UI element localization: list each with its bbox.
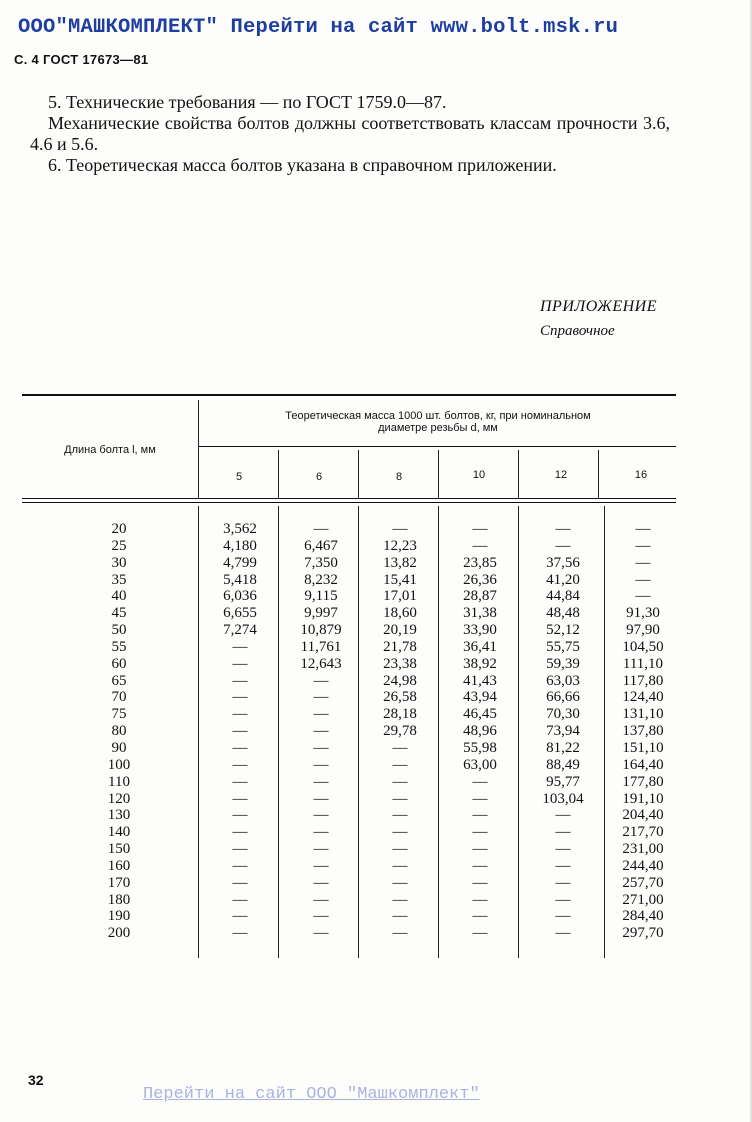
mass-cell: — — [472, 790, 488, 807]
appendix-subtitle: Справочное — [540, 323, 615, 339]
mass-cell: — — [232, 807, 248, 824]
mass-cell: 217,70 — [622, 824, 664, 841]
mass-cell: 59,39 — [546, 655, 580, 672]
mass-cell: — — [313, 790, 329, 807]
paragraph: 6. Теоретическая масса болтов указана в справочном приложении. — [48, 155, 557, 175]
mass-cell: 7,350 — [304, 554, 338, 571]
mass-cell: 55,75 — [546, 638, 580, 655]
mass-cell: — — [232, 638, 248, 655]
table-header-rule — [22, 498, 676, 499]
mass-cell: — — [313, 824, 329, 841]
mass-cell: 244,40 — [622, 857, 664, 874]
length-cell: 35 — [111, 571, 127, 588]
mass-cell: 6,655 — [223, 605, 257, 622]
mass-cell: — — [313, 739, 329, 756]
mass-cell: — — [313, 874, 329, 891]
paragraph: Механические свойства болтов должны соответствовать классам прочности 3.6, 4.6 и 5.6. — [30, 113, 670, 154]
mass-cell: — — [232, 891, 248, 908]
mass-cell: — — [392, 790, 408, 807]
mass-cell: 9,997 — [304, 605, 338, 622]
mass-cell: — — [555, 925, 571, 942]
mass-cell: 63,03 — [546, 672, 580, 689]
length-cell: 70 — [111, 689, 127, 706]
mass-cell: — — [232, 824, 248, 841]
mass-cell: 38,92 — [463, 655, 497, 672]
length-cell: 190 — [107, 908, 131, 925]
length-cell: 180 — [107, 891, 131, 908]
length-cell: 25 — [111, 537, 127, 554]
mass-column-d8 — [362, 521, 438, 942]
length-header: Длина болта l, мм — [64, 444, 156, 456]
mass-cell: 44,84 — [546, 588, 580, 605]
length-cell: 170 — [107, 874, 131, 891]
mass-cell: 33,90 — [463, 622, 497, 639]
mass-header — [200, 410, 676, 434]
mass-cell: — — [232, 857, 248, 874]
table-divider — [198, 506, 199, 958]
mass-cell: — — [555, 908, 571, 925]
mass-cell: — — [472, 874, 488, 891]
mass-cell: 18,60 — [383, 605, 417, 622]
mass-cell: — — [555, 891, 571, 908]
mass-cell: 12,643 — [300, 655, 342, 672]
mass-cell: 257,70 — [622, 874, 664, 891]
mass-cell: — — [392, 824, 408, 841]
mass-cell: 104,50 — [622, 638, 664, 655]
diameter-header: 12 — [554, 469, 568, 481]
mass-cell: — — [392, 874, 408, 891]
mass-cell: — — [635, 537, 651, 554]
mass-cell: — — [555, 807, 571, 824]
mass-column-d10 — [441, 521, 519, 942]
length-cell: 200 — [107, 925, 131, 942]
mass-cell: — — [313, 706, 329, 723]
mass-cell: 91,30 — [626, 605, 660, 622]
mass-cell: 111,10 — [622, 655, 664, 672]
length-column — [80, 521, 158, 942]
length-cell: 150 — [107, 841, 131, 858]
mass-cell: 8,232 — [304, 571, 338, 588]
mass-cell: — — [313, 672, 329, 689]
mass-cell: — — [232, 655, 248, 672]
mass-cell: — — [232, 908, 248, 925]
length-cell: 75 — [111, 706, 127, 723]
mass-cell: 97,90 — [626, 622, 660, 639]
length-cell: 130 — [107, 807, 131, 824]
mass-cell: — — [472, 841, 488, 858]
body-text — [30, 92, 670, 176]
length-cell: 40 — [111, 588, 127, 605]
mass-cell: 117,80 — [622, 672, 664, 689]
length-cell: 160 — [107, 857, 131, 874]
mass-cell: — — [472, 925, 488, 942]
mass-cell: — — [313, 773, 329, 790]
length-cell: 140 — [107, 824, 131, 841]
mass-cell: 137,80 — [622, 723, 664, 740]
mass-cell: 70,30 — [546, 706, 580, 723]
mass-cell: — — [232, 874, 248, 891]
mass-cell: 11,761 — [300, 638, 342, 655]
length-cell: 100 — [107, 756, 131, 773]
mass-cell: — — [232, 723, 248, 740]
site-link-footer[interactable]: Перейти на сайт ООО "Машкомплект" — [143, 1085, 480, 1104]
mass-cell: — — [635, 554, 651, 571]
page-header: С. 4 ГОСТ 17673—81 — [14, 52, 149, 67]
table-divider — [358, 450, 359, 498]
mass-cell: — — [392, 841, 408, 858]
mass-cell: — — [555, 874, 571, 891]
appendix-title: ПРИЛОЖЕНИЕ — [540, 298, 657, 315]
mass-cell: 191,10 — [622, 790, 664, 807]
length-cell: 110 — [108, 773, 130, 790]
mass-column-d12 — [520, 521, 606, 942]
diameter-header: 6 — [315, 471, 323, 483]
mass-cell: — — [313, 857, 329, 874]
table-divider — [278, 450, 279, 498]
mass-cell: — — [392, 908, 408, 925]
mass-cell: 124,40 — [622, 689, 664, 706]
mass-cell: — — [313, 807, 329, 824]
mass-cell: 73,94 — [546, 723, 580, 740]
mass-cell: — — [392, 891, 408, 908]
mass-cell: 103,04 — [542, 790, 584, 807]
mass-cell: 55,98 — [463, 739, 497, 756]
mass-cell: 12,23 — [383, 537, 417, 554]
length-cell: 80 — [111, 723, 127, 740]
mass-cell: — — [392, 739, 408, 756]
mass-cell: — — [232, 773, 248, 790]
mass-cell: — — [472, 857, 488, 874]
table-header-rule — [22, 502, 676, 503]
table-divider — [438, 506, 439, 958]
mass-cell: 6,467 — [304, 537, 338, 554]
mass-cell: 23,38 — [383, 655, 417, 672]
mass-cell: — — [635, 521, 651, 537]
mass-cell: 204,40 — [622, 807, 664, 824]
mass-cell: — — [232, 706, 248, 723]
mass-cell: 15,41 — [383, 571, 417, 588]
mass-column-d5 — [200, 521, 280, 942]
mass-column-d6 — [282, 521, 360, 942]
mass-cell: 88,49 — [546, 756, 580, 773]
mass-cell: 41,20 — [546, 571, 580, 588]
mass-cell: 66,66 — [546, 689, 580, 706]
mass-cell: — — [232, 672, 248, 689]
mass-cell: 5,418 — [223, 571, 257, 588]
length-cell: 65 — [111, 672, 127, 689]
mass-cell: — — [392, 521, 408, 537]
mass-cell: — — [555, 824, 571, 841]
table-divider — [518, 450, 519, 498]
length-cell: 90 — [111, 739, 127, 756]
mass-cell: 4,180 — [223, 537, 257, 554]
mass-cell: — — [635, 571, 651, 588]
mass-cell: — — [392, 925, 408, 942]
mass-cell: 37,56 — [546, 554, 580, 571]
length-cell: 30 — [111, 554, 127, 571]
mass-cell: 164,40 — [622, 756, 664, 773]
page-number: 32 — [28, 1072, 44, 1088]
mass-cell: 52,12 — [546, 622, 580, 639]
mass-cell: 26,36 — [463, 571, 497, 588]
mass-cell: 13,82 — [383, 554, 417, 571]
mass-cell: 63,00 — [463, 756, 497, 773]
mass-cell: — — [472, 537, 488, 554]
mass-cell: — — [635, 588, 651, 605]
diameter-header: 5 — [235, 471, 243, 483]
mass-cell: 46,45 — [463, 706, 497, 723]
mass-cell: 177,80 — [622, 773, 664, 790]
mass-cell: — — [555, 537, 571, 554]
mass-cell: 28,18 — [383, 706, 417, 723]
diameter-header: 10 — [472, 469, 486, 481]
mass-cell: 29,78 — [383, 723, 417, 740]
mass-cell: — — [392, 773, 408, 790]
mass-cell: 23,85 — [463, 554, 497, 571]
table-top-rule — [22, 394, 676, 396]
mass-cell: 24,98 — [383, 672, 417, 689]
paragraph: 5. Технические требования — по ГОСТ 1759.0—87. — [48, 92, 447, 112]
mass-column-d16 — [608, 521, 678, 942]
mass-cell: 4,799 — [223, 554, 257, 571]
mass-cell: 21,78 — [383, 638, 417, 655]
mass-cell: 297,70 — [622, 925, 664, 942]
mass-cell: — — [232, 756, 248, 773]
mass-cell: — — [472, 521, 488, 537]
mass-header-line: Теоретическая масса 1000 шт. болтов, кг, при номинальном — [285, 410, 591, 422]
table-sub-rule — [198, 446, 676, 447]
mass-cell: — — [472, 908, 488, 925]
mass-cell: 284,40 — [622, 908, 664, 925]
mass-cell: 20,19 — [383, 622, 417, 639]
mass-cell: — — [392, 756, 408, 773]
mass-header-line: диаметре резьбы d, мм — [378, 422, 498, 434]
mass-cell: 10,879 — [300, 622, 342, 639]
length-cell: 55 — [111, 638, 127, 655]
mass-cell: — — [555, 857, 571, 874]
mass-cell: — — [472, 891, 488, 908]
mass-cell: 48,48 — [546, 605, 580, 622]
length-cell: 50 — [111, 622, 127, 639]
length-cell: 120 — [107, 790, 131, 807]
length-cell: 20 — [111, 521, 127, 537]
mass-cell: 151,10 — [622, 739, 664, 756]
table-divider — [198, 400, 199, 498]
mass-cell: — — [232, 790, 248, 807]
mass-cell: — — [232, 739, 248, 756]
site-link-header[interactable]: ООО"МАШКОМПЛЕКТ" Перейти на сайт www.bolt.msk.ru — [18, 16, 619, 39]
mass-cell: 131,10 — [622, 706, 664, 723]
mass-cell: — — [313, 689, 329, 706]
mass-cell: 41,43 — [463, 672, 497, 689]
mass-cell: 36,41 — [463, 638, 497, 655]
mass-cell: 31,38 — [463, 605, 497, 622]
mass-cell: — — [232, 925, 248, 942]
mass-cell: — — [472, 807, 488, 824]
mass-cell: — — [472, 824, 488, 841]
mass-cell: 26,58 — [383, 689, 417, 706]
mass-cell: 28,87 — [463, 588, 497, 605]
mass-cell: — — [392, 857, 408, 874]
length-cell: 60 — [111, 655, 127, 672]
mass-cell: 231,00 — [622, 841, 664, 858]
mass-cell: — — [313, 723, 329, 740]
mass-cell: 43,94 — [463, 689, 497, 706]
table-divider — [438, 450, 439, 498]
mass-cell: — — [313, 841, 329, 858]
mass-cell: 6,036 — [223, 588, 257, 605]
mass-cell: 95,77 — [546, 773, 580, 790]
mass-cell: — — [313, 925, 329, 942]
diameter-header: 16 — [634, 469, 648, 481]
mass-cell: — — [232, 841, 248, 858]
mass-cell: 9,115 — [304, 588, 338, 605]
mass-cell: 271,00 — [622, 891, 664, 908]
mass-cell: — — [555, 521, 571, 537]
mass-cell: 7,274 — [223, 622, 257, 639]
mass-cell: — — [555, 841, 571, 858]
mass-cell: — — [313, 908, 329, 925]
mass-cell: — — [313, 756, 329, 773]
mass-cell: — — [232, 689, 248, 706]
mass-cell: — — [472, 773, 488, 790]
mass-cell: 3,562 — [223, 521, 257, 537]
length-cell: 45 — [111, 605, 127, 622]
mass-cell: — — [392, 807, 408, 824]
mass-cell: — — [313, 891, 329, 908]
mass-cell: 48,96 — [463, 723, 497, 740]
mass-cell: — — [313, 521, 329, 537]
diameter-header: 8 — [395, 471, 403, 483]
mass-cell: 17,01 — [383, 588, 417, 605]
mass-cell: 81,22 — [546, 739, 580, 756]
